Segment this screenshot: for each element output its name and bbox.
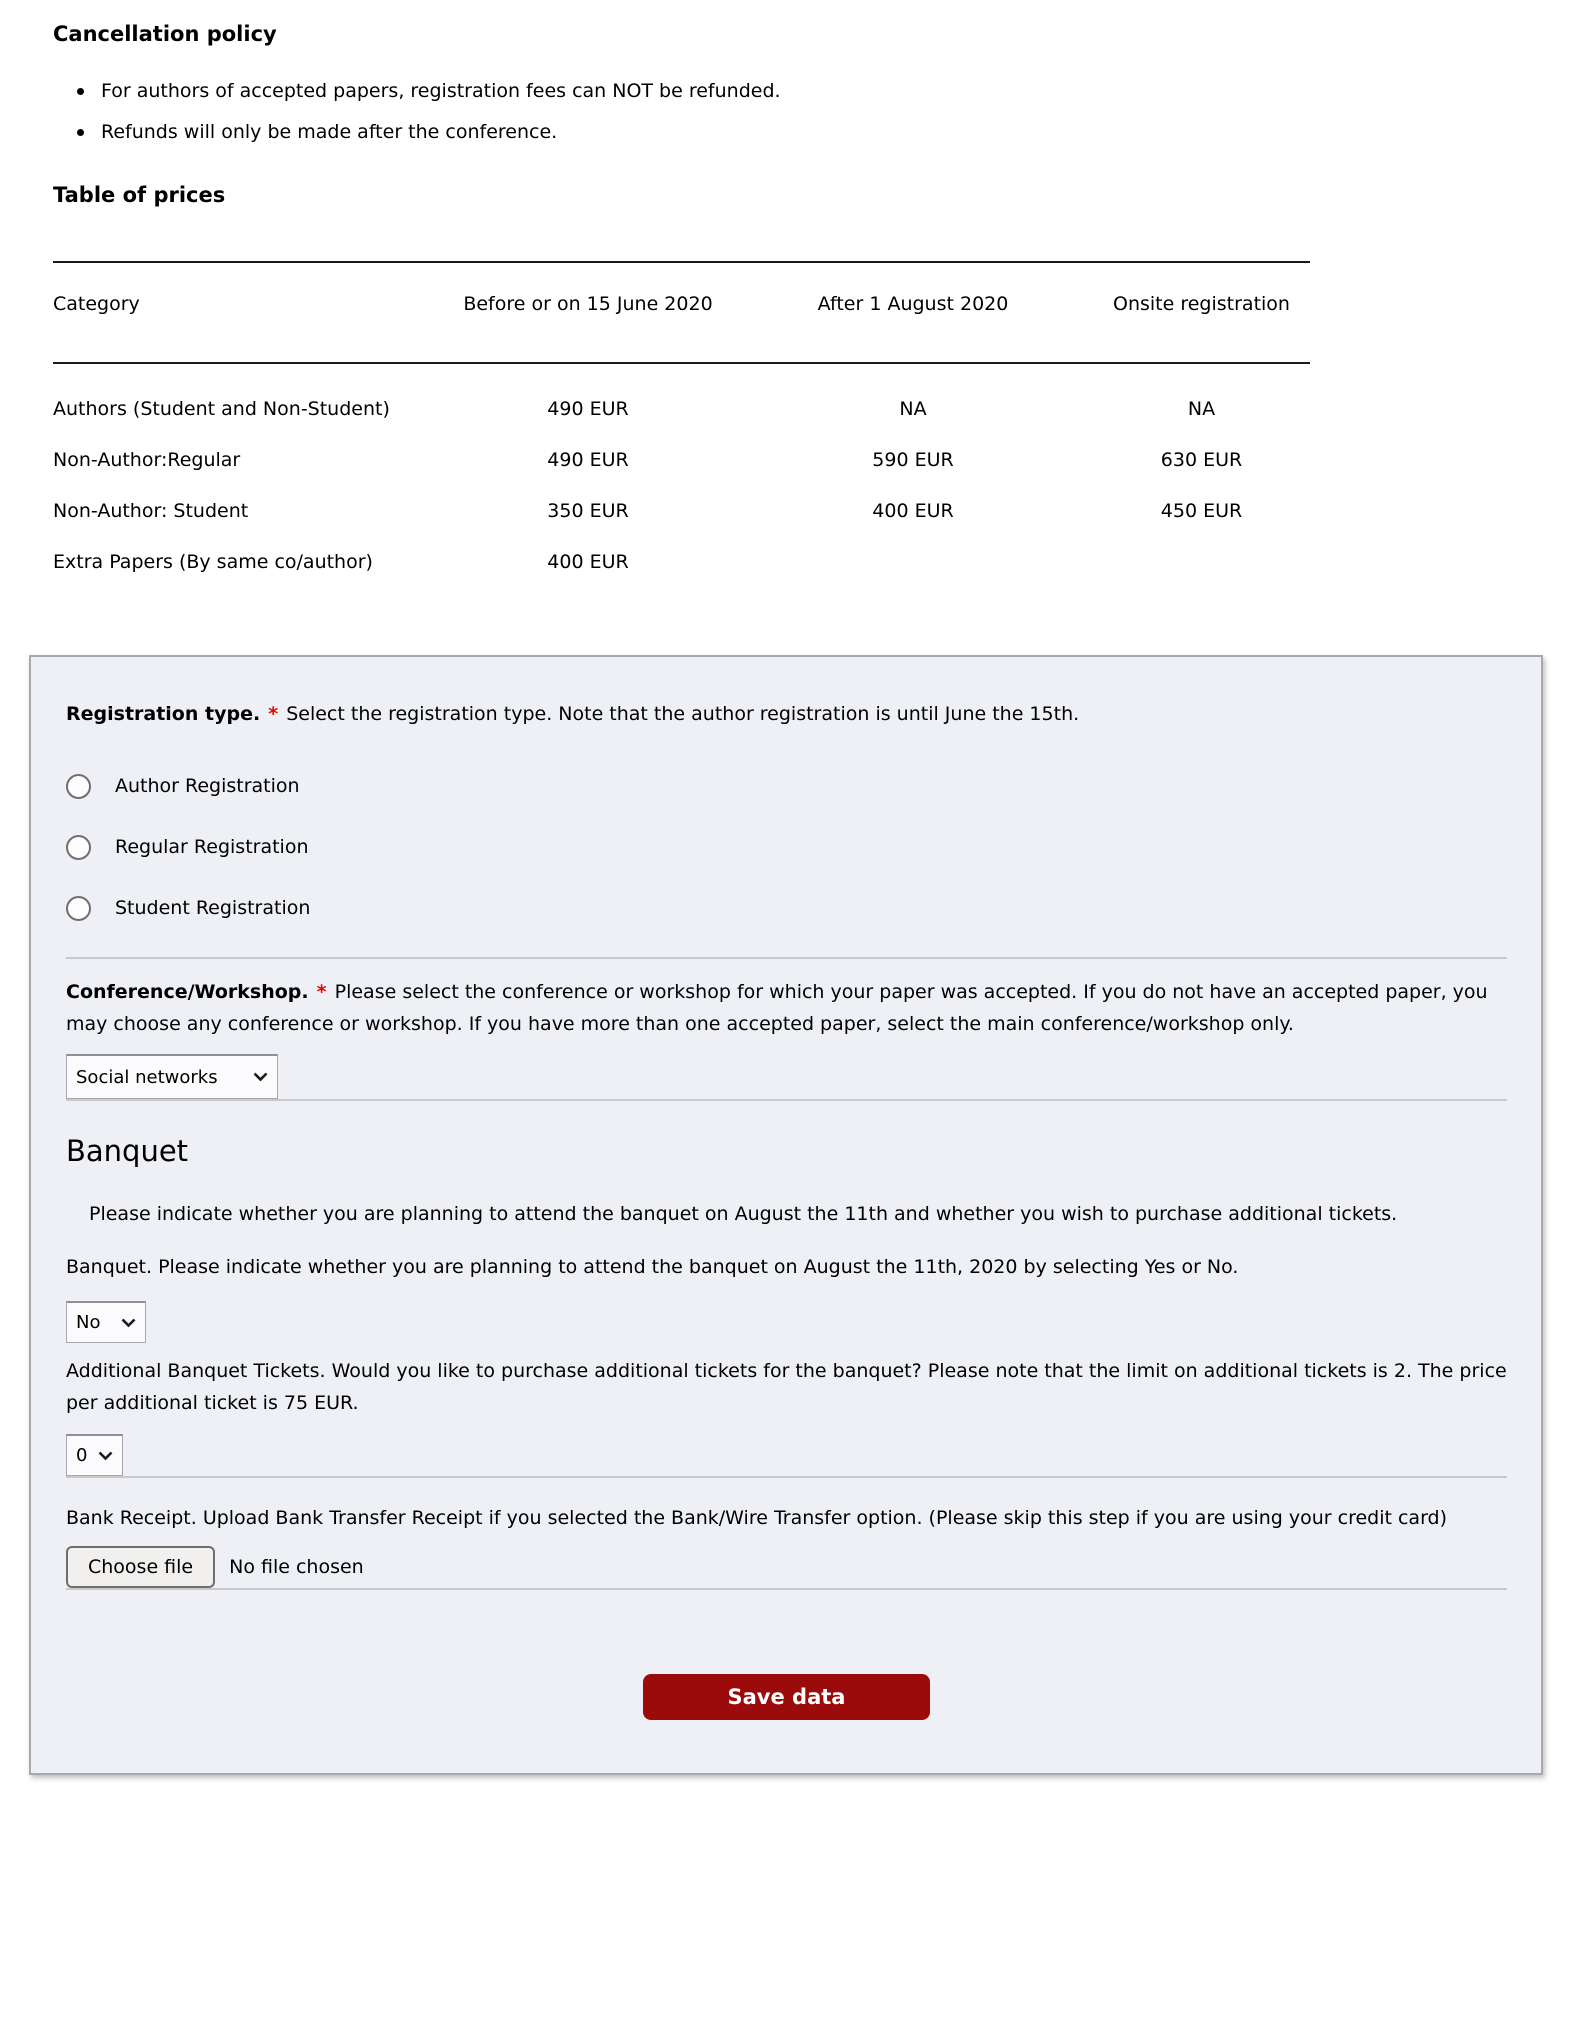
table-row <box>53 435 1310 486</box>
author-registration-option[interactable] <box>66 774 1507 799</box>
section-divider <box>66 1588 1507 1590</box>
cell-category: Extra Papers (By same co/author) <box>53 551 373 573</box>
radio-option-label: Regular Registration <box>115 836 309 858</box>
chevron-down-icon <box>121 1318 136 1328</box>
cell-price: NA <box>1187 398 1216 420</box>
section-divider <box>66 1476 1507 1478</box>
policy-and-prices-section <box>0 22 1576 588</box>
cell-price: 490 EUR <box>547 449 629 471</box>
table-row <box>53 486 1310 537</box>
banquet-attend-description: Please indicate whether you are planning to attend the banquet on August the 11th, 2020 by selecting Yes or No. <box>158 1256 1239 1278</box>
registration-type-field-label <box>66 698 1507 730</box>
section-divider <box>66 957 1507 959</box>
banquet-tickets-description: Would you like to purchase additional tickets for the banquet? Please note that the limit on additional tickets is 2. The price per additional ticket is 75 EUR. <box>66 1360 1507 1414</box>
price-table-header-row <box>53 262 1310 363</box>
price-table <box>53 261 1310 588</box>
list-item <box>75 120 1516 145</box>
cell-price: 450 EUR <box>1160 500 1243 522</box>
cell-price: 630 EUR <box>1160 449 1243 471</box>
banquet-attend-selected-value: No <box>76 1312 101 1333</box>
student-registration-radio[interactable] <box>66 896 91 921</box>
section-divider <box>66 1099 1507 1101</box>
banquet-tickets-select[interactable] <box>66 1434 123 1476</box>
save-button-row <box>66 1674 1507 1720</box>
banquet-attend-label: Banquet. <box>66 1256 153 1278</box>
chevron-down-icon <box>98 1451 113 1461</box>
radio-option-label: Author Registration <box>115 775 300 797</box>
bank-receipt-description: Upload Bank Transfer Receipt if you selected the Bank/Wire Transfer option. (Please skip this step if you are using your credit card) <box>202 1507 1448 1529</box>
column-header-early: Before or on 15 June 2020 <box>443 262 733 363</box>
cell-price: NA <box>899 398 927 420</box>
column-header-late: After 1 August 2020 <box>733 262 1093 363</box>
registration-form <box>29 655 1543 1775</box>
cell-price <box>1093 537 1310 588</box>
cell-category: Authors (Student and Non-Student) <box>53 398 390 420</box>
save-data-button[interactable]: Save data <box>643 1674 930 1720</box>
cell-price: 590 EUR <box>872 449 954 471</box>
conference-workshop-label: Conference/Workshop. <box>66 981 309 1003</box>
column-header-category: Category <box>53 262 443 363</box>
banquet-section-heading: Banquet <box>66 1134 189 1168</box>
banquet-tickets-field-label <box>66 1355 1507 1419</box>
cell-price: 350 EUR <box>547 500 629 522</box>
regular-registration-option[interactable] <box>66 835 1507 860</box>
cell-price: 400 EUR <box>547 551 629 573</box>
conference-workshop-selected-value: Social networks <box>76 1066 218 1088</box>
file-status-text: No file chosen <box>229 1555 364 1578</box>
choose-file-button[interactable]: Choose file <box>66 1546 215 1588</box>
conference-workshop-description: Please select the conference or workshop for which your paper was accepted. If you do not have an accepted paper, you may choose any conference or workshop. If you have more than one accepted paper, select the main conference/workshop only. <box>66 981 1488 1035</box>
banquet-tickets-selected-value: 0 <box>76 1445 88 1466</box>
cell-price: 490 EUR <box>547 398 629 420</box>
table-of-prices-heading: Table of prices <box>53 183 226 207</box>
required-asterisk: * <box>316 981 327 1003</box>
bank-receipt-label: Bank Receipt. <box>66 1507 197 1529</box>
registration-type-description: Select the registration type. Note that the author registration is until June the 15th. <box>286 703 1080 725</box>
list-item <box>75 79 1516 104</box>
cancellation-policy-heading: Cancellation policy <box>53 22 277 46</box>
banquet-tickets-label: Additional Banquet Tickets. <box>66 1360 326 1382</box>
bank-receipt-field-label <box>66 1502 1507 1534</box>
banquet-attend-select[interactable] <box>66 1301 146 1343</box>
cell-price <box>733 537 1093 588</box>
registration-type-options <box>66 774 1507 921</box>
radio-option-label: Student Registration <box>115 897 311 919</box>
banquet-intro-text: Please indicate whether you are planning to attend the banquet on August the 11th and whether you wish to purchase additional tickets. <box>89 1203 1398 1225</box>
table-row <box>53 363 1310 435</box>
banquet-attend-field-label <box>66 1251 1507 1283</box>
required-asterisk: * <box>268 703 279 725</box>
cell-category: Non-Author:Regular <box>53 449 241 471</box>
registration-type-label: Registration type. <box>66 703 261 725</box>
conference-workshop-field-label <box>66 976 1507 1040</box>
table-row <box>53 537 1310 588</box>
chevron-down-icon <box>253 1072 268 1082</box>
author-registration-radio[interactable] <box>66 774 91 799</box>
cell-category: Non-Author: Student <box>53 500 249 522</box>
regular-registration-radio[interactable] <box>66 835 91 860</box>
bank-receipt-file-input <box>66 1546 1507 1588</box>
cell-price: 400 EUR <box>872 500 954 522</box>
student-registration-option[interactable] <box>66 896 1507 921</box>
cancellation-policy-list <box>75 79 1516 145</box>
conference-workshop-select[interactable] <box>66 1054 278 1099</box>
column-header-onsite: Onsite registration <box>1093 262 1310 363</box>
policy-bullet-text: For authors of accepted papers, registration fees can NOT be refunded. <box>101 80 781 102</box>
policy-bullet-text: Refunds will only be made after the conference. <box>101 121 558 143</box>
